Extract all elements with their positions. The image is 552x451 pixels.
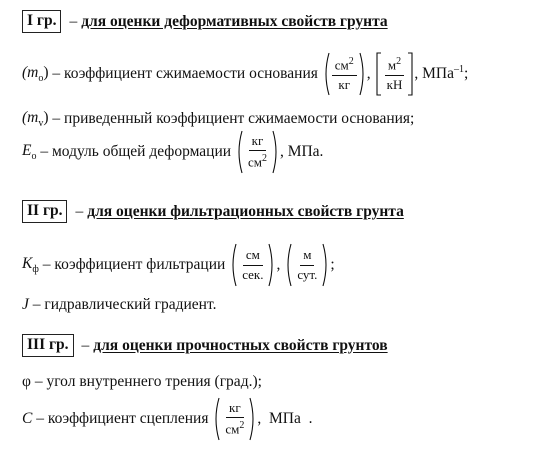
group2-box: II гр. bbox=[22, 200, 67, 223]
c-symbol: C bbox=[22, 410, 33, 427]
group1-title: для оценки деформативных свойств грунта bbox=[81, 12, 388, 30]
e0-symbol: $E_o$ bbox=[22, 141, 37, 163]
group3-box: III гр. bbox=[22, 334, 74, 357]
group3-line1 bbox=[22, 373, 262, 391]
group3-line2 bbox=[22, 397, 312, 441]
j-description: – гидравлический градиент. bbox=[28, 296, 217, 313]
kf-end: ; bbox=[330, 256, 335, 273]
fraction-m2-kn: $\frac{м^2}{кН}$ bbox=[376, 52, 414, 96]
phi-description: – угол внутреннего трения (град.); bbox=[30, 373, 262, 390]
group3-title: для оценки прочностных свойств грунтов bbox=[93, 336, 388, 354]
m0-unit: , МПа$^{-1}$; bbox=[414, 64, 469, 83]
group2-line2 bbox=[22, 296, 216, 314]
kf-description: – коэффициент фильтрации bbox=[38, 256, 230, 273]
group1-line3 bbox=[22, 130, 323, 174]
group3-header bbox=[22, 334, 388, 357]
fraction-kg-cm2: $\frac{кг}{см^2}$ bbox=[236, 130, 279, 174]
mv-symbol: $(m_v)$ bbox=[22, 109, 49, 130]
group1-header bbox=[22, 10, 388, 33]
group1-box: I гр. bbox=[22, 10, 61, 33]
group1-line1: $(m_o)$ – коэффициент сжимаемости основания $\frac{см^2}{кг}$ , $\frac{м^2}{кН}$ , МПа$^{-1}$; bbox=[22, 52, 468, 96]
c-unit: , МПа . bbox=[257, 410, 313, 427]
kf-symbol: $K_ф$ bbox=[22, 254, 39, 276]
group3-dash: – bbox=[81, 336, 90, 354]
j-symbol: J bbox=[22, 296, 29, 313]
group2-line1: $K_ф$ – коэффициент фильтрации $\frac{см}{\text{сек.}}$ , $\frac{м}{\text{сут.}}$ ; bbox=[22, 243, 335, 287]
group2-header bbox=[22, 200, 404, 223]
mv-description: – приведенный коэффициент сжимаемости основания; bbox=[48, 110, 415, 128]
fraction-kg-cm2-c: $\frac{кг}{см^2}$ bbox=[213, 397, 256, 441]
fraction-cm-sec: $\frac{см}{\text{сек.}}$ bbox=[230, 243, 275, 287]
e0-unit: , МПа. bbox=[279, 143, 324, 160]
group2-title: для оценки фильтрационных свойств грунта bbox=[87, 202, 404, 220]
fraction-cm2-kg: $\frac{см^2}{кг}$ bbox=[323, 52, 366, 96]
fraction-m-day: $\frac{м}{\text{сут.}}$ bbox=[285, 243, 329, 287]
group2-dash: – bbox=[75, 202, 84, 220]
e0-description: – модуль общей деформации bbox=[36, 143, 235, 160]
m0-description: – коэффициент сжимаемости основания bbox=[48, 65, 322, 82]
group1-dash: – bbox=[69, 12, 78, 30]
group1-line2 bbox=[22, 109, 414, 129]
c-description: – коэффициент сцепления bbox=[32, 410, 213, 427]
m0-symbol: $(m_o)$ bbox=[22, 63, 49, 85]
phi-symbol: φ bbox=[22, 373, 31, 390]
